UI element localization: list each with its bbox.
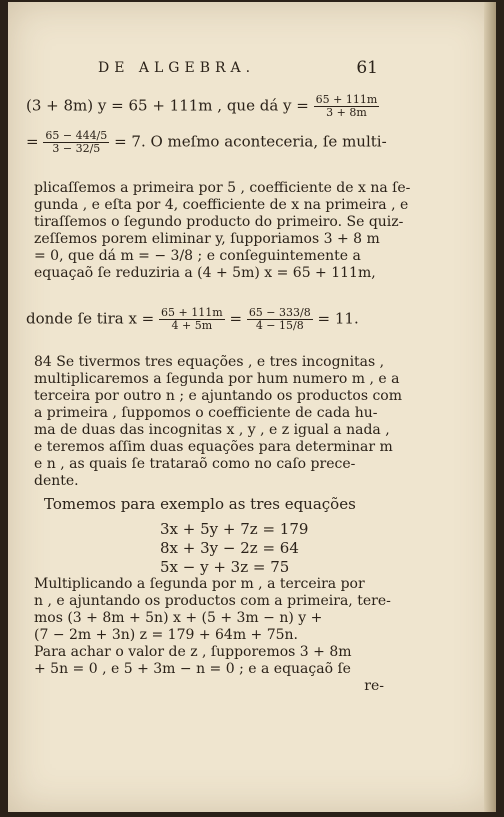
text-line: n , e ajuntando os productos com a primeira, tere- [34,593,391,609]
equation-system [160,520,308,577]
equation-2-text: = 7. O meſmo aconteceria, ſe multi- [114,132,387,151]
text-line: dente. [34,473,79,489]
fraction-denominator: 3 + 8m [326,106,367,119]
fraction-numerator: 65 − 333/8 [248,306,311,319]
fraction-numerator: 65 − 444/5 [45,129,108,142]
fraction-denominator: 4 + 5m [171,319,213,332]
paragraph-4 [34,576,394,695]
page-number: 61 [356,58,378,78]
text-line: gunda , e eſta por 4, coefficiente de x na primeira , e [34,197,409,213]
text-line: mos (3 + 8m + 5n) x + (5 + 3m − n) y + [34,610,323,626]
fraction-denominator: 3 − 32/5 [52,142,101,155]
equation-3-fraction-2 [247,307,313,332]
text-line: 84 Se tivermos tres equações , e tres incognitas , [34,354,385,370]
fraction-numerator: 65 + 111m [315,93,378,106]
text-line: tiraſſemos o ſegundo producto do primeiro. Se quiz- [34,214,404,230]
text-line: ma de duas das incognitas x , y , e z igual a nada , [34,422,390,438]
text-line: + 5n = 0 , e 5 + 3m − n = 0 ; e a equaçaõ ſe [34,661,351,677]
equation-2-prefix: = [26,132,39,151]
paragraph-2 [34,354,402,490]
text-line: re- [364,678,384,694]
text-line: (7 − 2m + 3n) z = 179 + 64m + 75n. [34,627,299,643]
equation-line-1 [26,94,379,119]
system-equation: 5x − y + 3z = 75 [160,558,290,576]
equation-line-2 [26,130,387,155]
book-page [8,2,496,812]
text-line: = 0, que dá m = − 3/8 ; e conſeguintemente a [34,248,361,264]
system-equation: 3x + 5y + 7z = 179 [160,520,309,538]
equation-1-fraction [314,94,380,119]
fraction-numerator: 65 + 111m [161,306,223,319]
system-equation: 8x + 3y − 2z = 64 [160,539,299,557]
equation-3-fraction-1 [159,307,225,332]
text-line: Para achar o valor de z , ſupporemos 3 + 8m [34,644,352,660]
paragraph-1 [34,180,411,282]
text-line: e teremos aſſim duas equações para determinar m [34,439,393,455]
text-line: a primeira , ſuppomos o coefficiente de cada hu- [34,405,378,421]
equals-sign: = [229,309,243,328]
equation-3-result: = 11. [317,309,359,328]
text-line: plicaſſemos a primeira por 5 , coefficiente de x na ſe- [34,180,411,196]
text-line: equaçaõ ſe reduziria a (4 + 5m) x = 65 + 111m, [34,265,376,281]
text-line: zeſſemos porem eliminar y, ſupporiamos 3 + 8 m [34,231,380,247]
equation-3-prefix: donde ſe tira x = [26,309,155,328]
fraction-denominator: 4 − 15/8 [255,319,304,332]
equation-1-left: (3 + 8m) y = 65 + 111m , que dá y = [26,96,309,115]
text-line: terceira por outro n ; e ajuntando os productos com [34,388,402,404]
text-line: Tomemos para exemplo as tres equações [44,495,356,513]
equation-2-fraction [43,130,109,155]
running-head: DE ALGEBRA. [98,60,256,76]
text-line: Multiplicando a ſegunda por m , a terceira por [34,576,365,592]
page-edge [484,2,496,812]
equation-line-3 [26,307,359,332]
text-line: multiplicaremos a ſegunda por hum numero m , e a [34,371,400,387]
text-line: e n , as quais ſe trataraõ como no caſo prece- [34,456,356,472]
page-header [8,60,496,84]
paragraph-3 [44,496,404,513]
